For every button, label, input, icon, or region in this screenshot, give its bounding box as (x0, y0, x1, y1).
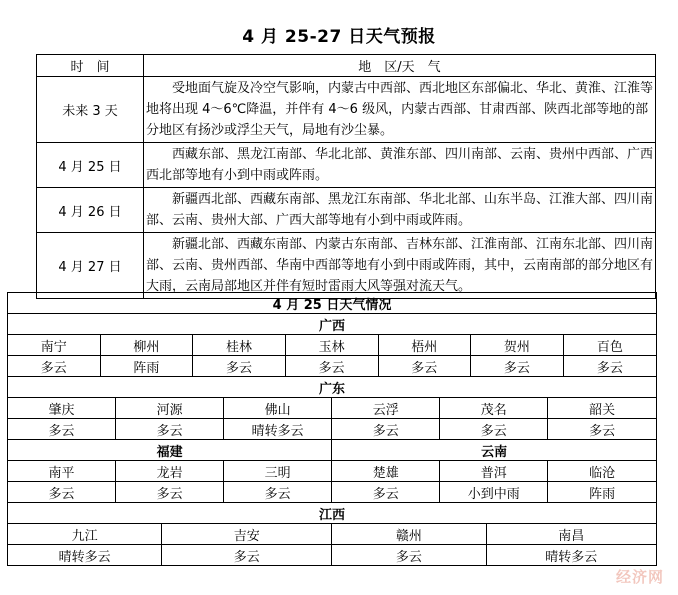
forecast-text: 新疆北部、西藏东南部、内蒙古东南部、吉林东部、江淮南部、江南东北部、四川南部、云南、贵州西部、华南中西部等地有小到中雨或阵雨，其中，云南南部的部分地区有大雨，云南局部地区并伴有短时雷雨大风等强对流天气。 (144, 233, 656, 299)
weather-grid (7, 292, 657, 566)
forecast-row (37, 143, 656, 188)
city-name: 吉安 (162, 524, 332, 545)
city-name: 贺州 (471, 335, 564, 356)
forecast-row (37, 188, 656, 233)
weather-title: 4 月 25 日天气情况 (8, 293, 657, 314)
forecast-time: 4 月 26 日 (37, 188, 144, 233)
province-guangxi: 广西 (8, 314, 657, 335)
condition-row (8, 482, 657, 503)
city-condition: 晴转多云 (224, 419, 332, 440)
city-name: 柳州 (100, 335, 193, 356)
city-name: 河源 (116, 398, 224, 419)
city-condition: 阵雨 (548, 482, 657, 503)
city-name: 龙岩 (116, 461, 224, 482)
city-name: 南平 (8, 461, 116, 482)
forecast-header-row (37, 55, 656, 77)
city-condition: 多云 (548, 419, 657, 440)
city-name: 肇庆 (8, 398, 116, 419)
city-condition: 多云 (224, 482, 332, 503)
city-name: 赣州 (332, 524, 486, 545)
city-condition: 多云 (285, 356, 378, 377)
city-row (8, 524, 657, 545)
forecast-row (37, 77, 656, 143)
city-name: 桂林 (193, 335, 286, 356)
city-condition: 多云 (116, 482, 224, 503)
city-name: 梧州 (378, 335, 471, 356)
condition-row (8, 419, 657, 440)
city-condition: 晴转多云 (486, 545, 656, 566)
city-name: 茂名 (440, 398, 548, 419)
city-condition: 晴转多云 (8, 545, 162, 566)
province-guangdong: 广东 (8, 377, 657, 398)
condition-row (8, 356, 657, 377)
forecast-time: 未来 3 天 (37, 77, 144, 143)
city-condition: 多云 (8, 356, 101, 377)
city-name: 玉林 (285, 335, 378, 356)
city-name: 临沧 (548, 461, 657, 482)
city-row (8, 398, 657, 419)
city-name: 普洱 (440, 461, 548, 482)
city-condition: 多云 (116, 419, 224, 440)
city-condition: 阵雨 (100, 356, 193, 377)
city-condition: 多云 (332, 482, 440, 503)
city-condition: 多云 (332, 545, 486, 566)
condition-row (8, 545, 657, 566)
header-time: 时 间 (37, 55, 144, 77)
city-condition: 多云 (378, 356, 471, 377)
city-name: 南昌 (486, 524, 656, 545)
city-name: 韶关 (548, 398, 657, 419)
forecast-row (37, 233, 656, 299)
city-condition: 多云 (8, 482, 116, 503)
province-jiangxi: 江西 (8, 503, 657, 524)
city-condition: 多云 (162, 545, 332, 566)
city-name: 三明 (224, 461, 332, 482)
city-condition: 多云 (8, 419, 116, 440)
watermark: 经济网 (615, 568, 664, 586)
city-condition: 多云 (332, 419, 440, 440)
city-condition: 多云 (440, 419, 548, 440)
city-row (8, 335, 657, 356)
forecast-text: 西藏东部、黑龙江南部、华北北部、黄淮东部、四川南部、云南、贵州中西部、广西西北部等地有小到中雨或阵雨。 (144, 143, 656, 188)
forecast-text: 新疆西北部、西藏东南部、黑龙江东南部、华北北部、山东半岛、江淮大部、四川南部、云南、贵州大部、广西大部等地有小到中雨或阵雨。 (144, 188, 656, 233)
city-condition: 多云 (471, 356, 564, 377)
province-yunnan: 云南 (332, 440, 657, 461)
city-name: 楚雄 (332, 461, 440, 482)
forecast-time: 4 月 25 日 (37, 143, 144, 188)
city-name: 九江 (8, 524, 162, 545)
forecast-time: 4 月 27 日 (37, 233, 144, 299)
city-condition: 多云 (193, 356, 286, 377)
province-fujian: 福建 (8, 440, 332, 461)
forecast-table (36, 54, 656, 299)
header-area: 地 区/天 气 (144, 55, 656, 77)
city-name: 百色 (563, 335, 656, 356)
city-name: 佛山 (224, 398, 332, 419)
city-condition: 多云 (563, 356, 656, 377)
page-title: 4 月 25-27 日天气预报 (242, 27, 436, 47)
city-condition: 小到中雨 (440, 482, 548, 503)
city-name: 云浮 (332, 398, 440, 419)
forecast-text: 受地面气旋及冷空气影响，内蒙古中西部、西北地区东部偏北、华北、黄淮、江淮等地将出现 4～6℃降温，并伴有 4～6 级风，内蒙古西部、甘肃西部、陕西北部等地的部分地区有扬沙或浮尘天气，局地有沙尘暴。 (144, 77, 656, 143)
city-name: 南宁 (8, 335, 101, 356)
city-row (8, 461, 657, 482)
